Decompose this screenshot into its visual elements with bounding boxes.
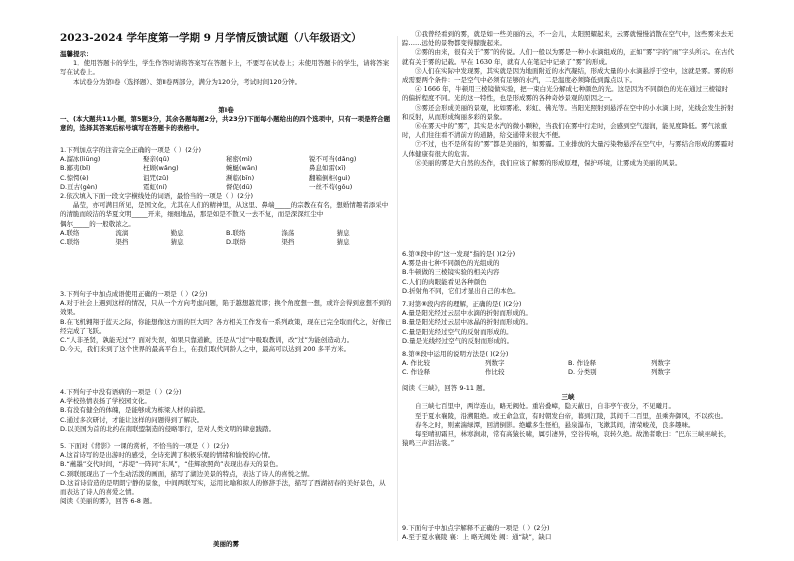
reading1-text (402, 30, 734, 168)
q1-c3: 濒临(bīn) (226, 173, 255, 182)
notice-body: 1．使用答题卡的学生，学生作答时请将答案写在答题卡上，不要写在试卷上；未使用答题卡的学生，请将答案写在试卷上。 (60, 59, 390, 77)
q8-stem: 8.第⑨段中运用的说明方法是( )(2分) (402, 350, 509, 358)
notice-time: 本试卷分为第Ⅰ卷（选择题）、第Ⅱ卷两部分，满分为120分，考试时间120分钟。 (73, 77, 302, 86)
reading1-title-block (60, 540, 392, 549)
q4-stem: 4.下列句子中没有语病的一项是（ ）(2分) (60, 388, 182, 396)
para-5: ⑤雾还会形成美丽的景观，比如雾凇、彩虹、佛光等。当阳光照射到悬浮在空中的小水滴上时，光线会发生折射和反射，从而形成绚丽多彩的景象。 (402, 103, 734, 121)
q2-b1: B.联络 (225, 228, 246, 237)
question-8 (402, 350, 734, 378)
q1-option-row (60, 164, 392, 173)
section1 (60, 106, 392, 134)
q2-a3: 勤息 (170, 228, 184, 237)
question-9 (402, 524, 734, 542)
left-column (60, 0, 392, 561)
q1-b4: 鼻息如雷(xī) (309, 164, 346, 173)
q2-passage-2: 偶尔_____的一般敬浓之。 (60, 219, 135, 228)
reading2-title: 三峡 (561, 393, 575, 402)
q3-option-c: C.“人非圣贤，孰能无过”？面对失误，如果只靠道歉，还是从“过”中吸取教训，改“过”为能创造动力。 (60, 336, 354, 345)
para-2: ②雾的由来，很有关于“雾”的传说。人们一般以为雾是一种小水滴组成的，正如“雾”字的“雨”字头所示。在古代就有关于雾的记载。早在 1630 年，就有人在笔记中记录了“雾”的形成。 (402, 48, 734, 66)
q2-option-row (60, 229, 392, 238)
q4-option-c: C.通过多次研讨，才能让这样的问题得到了解决。 (60, 415, 204, 424)
reading2-text-3: 春冬之时，则素湍绿潭，回清倒影。绝巘多生怪柏，悬泉瀑布，飞漱其间，清荣峻茂，良多趣味。 (415, 420, 695, 429)
q1-b2: 枉顾(wǎng) (143, 164, 179, 173)
q8-d2: 列数字 (651, 368, 671, 377)
q5-stem: 5. 下面对《背影》一课的赏析，不恰当的一项是（ ）(2分) (60, 442, 230, 450)
q2-b3: 猜息 (336, 228, 350, 237)
q8-d1: D. 分类别 (568, 368, 597, 377)
q6-option-a: A.雾是由七种不同颜色的光组成的 (402, 259, 500, 268)
q5-option-d: D.这首诗营造的是明朗宁静的景象，中间两联写实，运用比喻和拟人的修辞手法，描写了西湖初春的美好景色，从而表达了诗人的喜爱之情。 (60, 478, 386, 497)
q2-d3: 猜息 (336, 238, 350, 247)
q2-stem: 2.依次填入下面一段文字横线处的词语，最恰当的一项是（ ）(2分) (60, 192, 253, 200)
question-5 (60, 442, 392, 506)
q3-option-d: D.今天，我们来到了这个世界的最高平台上，在我们取代同龄人之中，最高可以达到 200 多平方米。 (60, 345, 351, 354)
q1-c1: C.惊愕(è) (60, 173, 89, 182)
notice-heading: 温馨提示： (60, 50, 93, 58)
q8-a1: A. 作比较 (402, 359, 430, 368)
q2-b2: 涤荡 (281, 228, 295, 237)
q1-stem: 1.下列加点字的注音完全正确的一项是（ ）(2分) (60, 146, 201, 154)
q7-stem: 7.对第⑧段内容的理解，正确的是( )(2分) (402, 300, 522, 308)
q2-c3: 猜息 (170, 238, 184, 247)
q1-a1: A.溜冰(liūng) (60, 155, 101, 164)
q3-stem: 3.下列句子中加点成语使用正确的一项是（ ）(2分) (60, 290, 208, 298)
q2-option-row (60, 238, 392, 247)
q3-option-a: A.对于社会上遇到这样的情况，只从一个方向考虑问题，陷于越想越荒谬；换个角度想一想，或许会得到意想不到的效果。 (60, 299, 392, 317)
q8-a2: 列数字 (485, 359, 505, 368)
q1-c4: 翻箱倒柜(guì) (309, 173, 351, 182)
q1-a3: 秘密(mì) (226, 155, 253, 164)
q2-a1: A.联络 (60, 228, 80, 237)
reading2-block (402, 384, 734, 448)
q2-a2: 流漓 (115, 228, 129, 237)
reading2-text-2: 至于夏水襄陵，沿溯阻绝。或王命急宣，有时朝发白帝，暮到江陵，其间千二百里，虽乘奔御风，不以疾也。 (415, 411, 727, 420)
q8-option-row (402, 368, 734, 377)
q2-c2: 渠挡 (115, 238, 129, 247)
notice-block (60, 50, 392, 87)
q2-d2: 渠挡 (281, 238, 295, 247)
column-divider (397, 36, 398, 541)
para-1: ①我曾经看到的雾，就是如一些美丽的云，不一会儿，太阳照耀起来，云雾就慢慢消散在空气中，这些雾来去无踪……远处的景物都变得朦胧起来。 (402, 30, 734, 48)
question-1 (60, 146, 392, 192)
q7-option-c: C.量是阳光经过空气的反射而形成的。 (402, 327, 513, 336)
exam-title: 2023-2024 学年度第一学期 9 月学情反馈试题（八年级语文） (60, 32, 362, 44)
q6-option-c: C.人们的肉眼能看见各种颜色 (402, 277, 487, 286)
question-3 (60, 290, 392, 354)
q2-d1: D.联络 (225, 238, 247, 247)
q8-c2: 作比较 (485, 368, 505, 377)
q1-a4: 锐不可当(dǎng) (309, 155, 357, 164)
section1-intro: 一、(本大题共11小题，第5题3分，其余各题每题2分，共23分)下面每小题给出的四个选项中，只有一项是符合题意的，选择其答案后标号填写在答题卡的表格中。 (60, 115, 391, 133)
reading2-text-4: 每至晴初霜旦，林寒涧肃，常有高猿长啸，属引凄异，空谷传响，哀转久绝。故渔者歌曰：“巴东三峡巫峡长，猿鸣三声泪沾裳。” (402, 430, 731, 448)
q6-option-d: D.折射角不同，它们才显出自己的本色。 (402, 286, 520, 295)
question-6 (402, 250, 734, 296)
q1-option-row (60, 183, 392, 192)
q2-c1: C.联络 (60, 238, 80, 247)
q4-option-d: D.以美国为首的北约在南联盟制造的侵略罪行，是对人类文明的肆意践踏。 (60, 424, 276, 433)
q1-a2: 娶亲(qǔ) (143, 155, 170, 164)
reading1-prompt: 阅读《美丽的雾》，回答 6-8 题。 (60, 497, 156, 506)
section1-heading: 第Ⅰ卷 (218, 106, 234, 114)
q1-b3: 蜿蜒(wān) (226, 164, 258, 173)
question-4 (60, 388, 392, 434)
question-7 (402, 300, 734, 346)
para-6: ⑥在雾天中的“雾”，其实是水汽的微小颗粒，当我们在雾中行走时，会感到空气湿润，能见度降低。雾气浓重时，人们往往看不清前方的道路，给交通带来很大不便。 (402, 122, 728, 140)
q9-option-a: A.至于夏水襄陵 襄：上 略无阙处 阙：通“缺”，缺口 (402, 533, 552, 542)
reading2-prompt: 阅读《三峡》，回答 9-11 题。 (402, 384, 490, 392)
para-7: ⑦不过，也不是所有的“雾”都是美丽的，如雾霾。工业排放的大量污染物悬浮在空气中，与雾结合形成的雾霾对人体健康有很大的危害。 (402, 140, 734, 158)
q5-option-b: B.“蘸墨”交代时间，“苏堤”一阵同“东风”，“佳辉欲照尚”表现出春天的景色。 (60, 460, 282, 469)
q8-b2: 列数字 (651, 359, 671, 368)
q1-b1: B.鄙夷(bǐ) (60, 164, 91, 173)
para-3: ③人们在实际中发现雾，其实就是因为地面附近的水汽凝结，形成大量的小水滴悬浮于空中，这就是雾。雾的形成需要两个条件：一是空气中必须有足够的水汽，二是温度必须降低到露点以下。 (402, 66, 734, 85)
q2-passage: 晶莹，亦可满目所见，是国文化，尤其在人们的精神里，从这里、鼻端_____的宗教在有名，想婚情趣者添采中的清脆而皎洁的华夏文明_____开来，细细地品，那是如是不散又一去不复，而是深深红尘中 (60, 201, 389, 219)
para-8: ⑧美丽的雾是大自然的杰作，我们应该了解雾的形成原理，保护环境，让雾成为美丽的风景。 (415, 158, 682, 167)
q4-option-a: A.学校热情表扬了学校园文化。 (60, 397, 151, 406)
q7-option-d: D.量是光线经过空气的反射而形成的。 (402, 336, 514, 345)
q1-d4: 一丝不苟(gǒu) (309, 182, 353, 191)
q5-option-a: A.这首诗写的是出游时的感受，全诗充满了积极乐观的情绪和愉悦的心情。 (60, 451, 275, 460)
q7-option-a: A.量是阳光经过云层中水滴的折射而形成的。 (402, 309, 532, 318)
q6-stem: 6.第③段中的“这一发现”指的是( )(2分) (402, 250, 516, 258)
q8-b1: B. 作诠释 (568, 359, 597, 368)
q7-option-b: B.量是阳光经过云层中冰晶的折射而形成的。 (402, 318, 533, 327)
reading2-text-1: 自三峡七百里中，两岸连山，略无阙处。重岩叠嶂，隐天蔽日，自非亭午夜分，不见曦月。 (415, 402, 675, 411)
reading1-title: 美丽的雾 (213, 540, 239, 548)
q1-d3: 督促(dū) (226, 182, 253, 191)
q8-c1: C. 作诠释 (402, 368, 431, 377)
q5-option-c: C.颈联展现出了一个生动活泼的画面，描写了湖边美景的特点，表达了诗人的喜悦之情。 (60, 469, 314, 478)
q1-option-row (60, 174, 392, 183)
right-column (402, 0, 734, 561)
q4-option-b: B.有没有健全的体魄，是能够成为栋梁人材的前提。 (60, 406, 210, 415)
q6-option-b: B.牛顿做的三棱镜实验的相关内容 (402, 268, 500, 277)
question-2 (60, 192, 392, 247)
q3-option-b: B.在飞机翱翔于蓝天之际，你能想像这方面的巨大吗？各方相关工作发布一系列政策，现在已完全取而代之，好像已经完成了飞跃。 (60, 317, 392, 335)
q1-c2: 诅咒(zǔ) (143, 173, 169, 182)
q9-stem: 9.下面句子中加点字解释不正确的一项是（ ）(2分) (402, 524, 550, 532)
para-4: ④ 1666 年，牛顿用三棱镜做实验，把一束白光分解成七种颜色的光。这是因为不同颜色的光在通过三棱镜时的偏折程度不同。光的这一特性，也是形成雾的各种奇妙景观的原因之一。 (402, 85, 729, 103)
q1-d2: 霓虹(ní) (143, 182, 167, 191)
q1-d1: D.亘古(gèn) (60, 182, 98, 191)
